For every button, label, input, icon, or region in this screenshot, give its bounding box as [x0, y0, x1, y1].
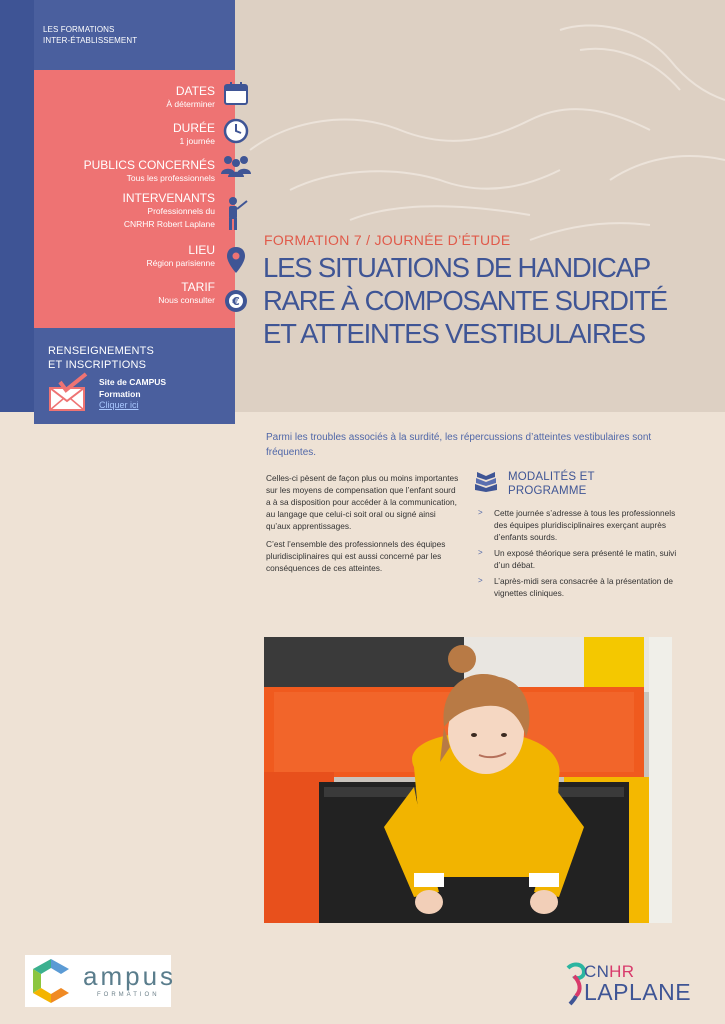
lieu-value: Région parisienne: [146, 258, 215, 268]
left-paragraph-2: C’est l’ensemble des professionnels des équipes pluridisciplinaires qui est aussi concerné par les conséquences de ces atteintes.: [266, 539, 446, 573]
campus-subtitle: FORMATION: [97, 992, 160, 998]
list-item: > Un exposé théorique sera présenté le matin, suivi d’un débat.: [478, 547, 678, 571]
header-line2: INTER-ÉTABLISSEMENT: [43, 36, 138, 45]
campus-c-icon: [31, 959, 71, 1003]
presenter-icon: [222, 196, 250, 232]
formation-title-line1: LES SITUATIONS DE HANDICAP: [263, 252, 650, 283]
tarif-value: Nous consulter: [158, 295, 215, 305]
info-intervenants: [123, 191, 215, 231]
info-publics: [84, 158, 215, 185]
lieu-label: LIEU: [188, 243, 215, 257]
info-dates: [166, 84, 215, 111]
cnrhr-hr: HR: [609, 962, 635, 981]
formation-title-line3: ET ATTEINTES VESTIBULAIRES: [263, 318, 645, 349]
info-lieu: [146, 243, 215, 270]
modalites-title-line1: MODALITÉS ET: [508, 471, 595, 483]
modalites-title: [508, 470, 595, 498]
formation-subtitle: FORMATION 7 / JOURNÉE D’ÉTUDE: [264, 232, 511, 248]
formation-title-line2: RARE À COMPOSANTE SURDITÉ: [263, 285, 667, 316]
campus-word: ampus: [83, 961, 177, 991]
campus-site-line2: Formation: [99, 389, 141, 399]
intervenants-label: INTERVENANTS: [122, 191, 215, 205]
people-icon: [219, 152, 253, 180]
info-tarif: [158, 280, 215, 307]
registration-box: [34, 328, 235, 424]
intervenants-value-2: CNRHR Robert Laplane: [123, 219, 215, 229]
books-icon: [473, 470, 499, 497]
modalites-title-line2: PROGRAMME: [508, 485, 587, 497]
campus-site-label: [99, 376, 166, 400]
svg-text:€: €: [232, 295, 240, 308]
formation-title: [263, 251, 703, 350]
cnrhr-cn: CN: [584, 962, 610, 981]
publics-label: PUBLICS CONCERNÉS: [83, 158, 215, 172]
cnrhr-swoosh-icon: [566, 962, 586, 1006]
list-item: > Cette journée s’adresse à tous les professionnels des équipes pluridisciplinaires exerçant auprès d’enfants sourds.: [478, 507, 678, 543]
duree-value: 1 journée: [179, 136, 215, 146]
left-column: [266, 472, 462, 580]
campus-formation-logo: [25, 955, 177, 1007]
mail-check-icon: [48, 372, 88, 417]
intervenants-value-1: Professionnels du: [147, 206, 215, 216]
header-label: [43, 24, 223, 46]
modalites-list: [478, 507, 678, 603]
header-line1: LES FORMATIONS: [43, 25, 115, 34]
left-paragraph-1: Celles-ci pèsent de façon plus ou moins importantes sur les moyens de compensation que l’enfant sourd a à sa disposition pour accéder à la communication, au langage que celui-ci soit oral ou signé ainsi qu’aux apprentissages.: [266, 473, 459, 531]
campus-link[interactable]: Cliquer ici: [99, 400, 139, 410]
registration-title-line2: ET INSCRIPTIONS: [48, 359, 147, 371]
dates-value: À déterminer: [166, 99, 215, 109]
duree-label: DURÉE: [172, 121, 215, 135]
registration-title-line1: RENSEIGNEMENTS: [48, 345, 155, 357]
campus-site-line1: Site de CAMPUS: [99, 377, 167, 387]
euro-icon: [222, 287, 250, 315]
child-photo: [264, 637, 672, 923]
tarif-label: TARIF: [181, 280, 215, 294]
cnrhr-laplane-logo: [566, 960, 711, 1008]
hand-outline-decoration: [230, 0, 725, 260]
dates-label: DATES: [175, 84, 215, 98]
calendar-icon: [222, 80, 250, 108]
laplane-text: LAPLANE: [584, 979, 692, 1005]
registration-title: [48, 344, 154, 372]
list-item: > L’après-midi sera consacrée à la présentation de vignettes cliniques.: [478, 575, 678, 599]
info-panel: [34, 70, 235, 328]
publics-value: Tous les professionnels: [126, 173, 215, 183]
info-duree: [173, 121, 215, 148]
clock-icon: [222, 117, 250, 145]
left-blue-strip: [0, 0, 34, 412]
intro-text: Parmi les troubles associés à la surdité, les répercussions d’atteintes vestibulaires sont fréquentes.: [266, 432, 652, 458]
location-pin-icon: [222, 245, 250, 275]
